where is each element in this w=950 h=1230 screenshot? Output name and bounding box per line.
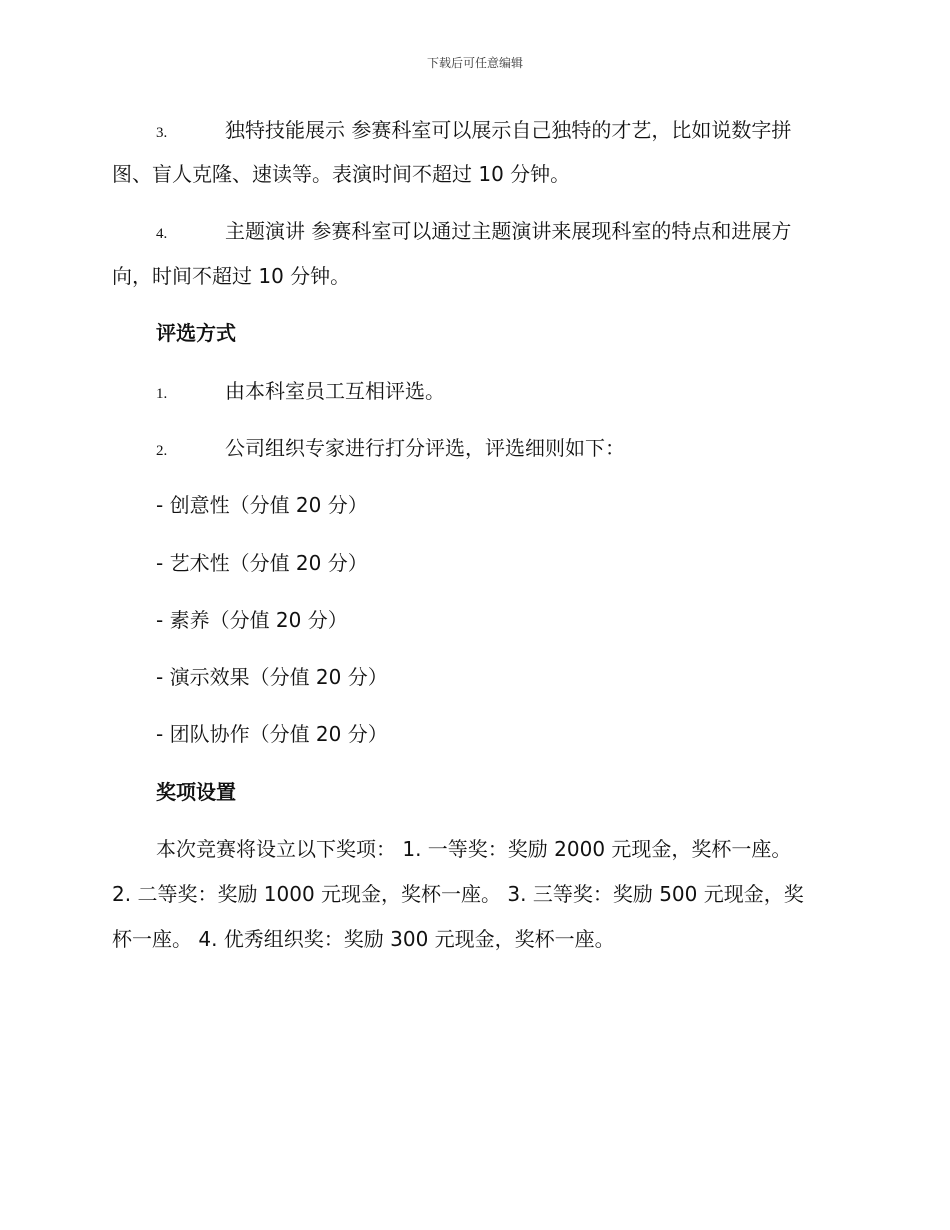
item-4-text-1: 主题演讲 参赛科室可以通过主题演讲来展现科室的特点和进展方 [225, 219, 792, 243]
criterion-artistry: - 艺术性（分值 20 分） [156, 551, 368, 575]
awards-line-2: 2. 二等奖：奖励 1000 元现金，奖杯一座。 3. 三等奖：奖励 500 元现金，奖 [112, 882, 804, 906]
evaluation-item-1-text: 由本科室员工互相评选。 [225, 379, 445, 403]
item-3-number: 3. [156, 125, 168, 141]
item-3-text-1: 独特技能展示 参赛科室可以展示自己独特的才艺，比如说数字拼 [225, 118, 792, 142]
evaluation-heading: 评选方式 [156, 321, 236, 345]
page-header: 下载后可任意编辑 [426, 56, 523, 70]
evaluation-item-1-number: 1. [156, 386, 168, 402]
awards-line-3: 杯一座。 4. 优秀组织奖：奖励 300 元现金，奖杯一座。 [112, 927, 615, 951]
criterion-teamwork: - 团队协作（分值 20 分） [156, 722, 388, 746]
evaluation-item-2-text: 公司组织专家进行打分评选，评选细则如下： [225, 436, 625, 460]
evaluation-item-1 [156, 379, 445, 406]
item-3-line-2: 图、盲人克隆、速读等。表演时间不超过 10 分钟。 [112, 162, 571, 186]
item-4-line-1 [156, 219, 791, 246]
evaluation-item-2-number: 2. [156, 443, 168, 459]
item-4-number: 4. [156, 226, 168, 242]
criterion-creativity: - 创意性（分值 20 分） [156, 493, 368, 517]
evaluation-item-2 [156, 436, 625, 463]
item-3-line-1 [156, 118, 791, 145]
awards-heading: 奖项设置 [156, 780, 236, 804]
criterion-presentation: - 演示效果（分值 20 分） [156, 665, 388, 689]
criterion-literacy: - 素养（分值 20 分） [156, 608, 348, 632]
awards-line-1: 本次竞赛将设立以下奖项： 1. 一等奖：奖励 2000 元现金，奖杯一座。 [156, 837, 792, 861]
item-4-line-2: 向，时间不超过 10 分钟。 [112, 264, 351, 288]
